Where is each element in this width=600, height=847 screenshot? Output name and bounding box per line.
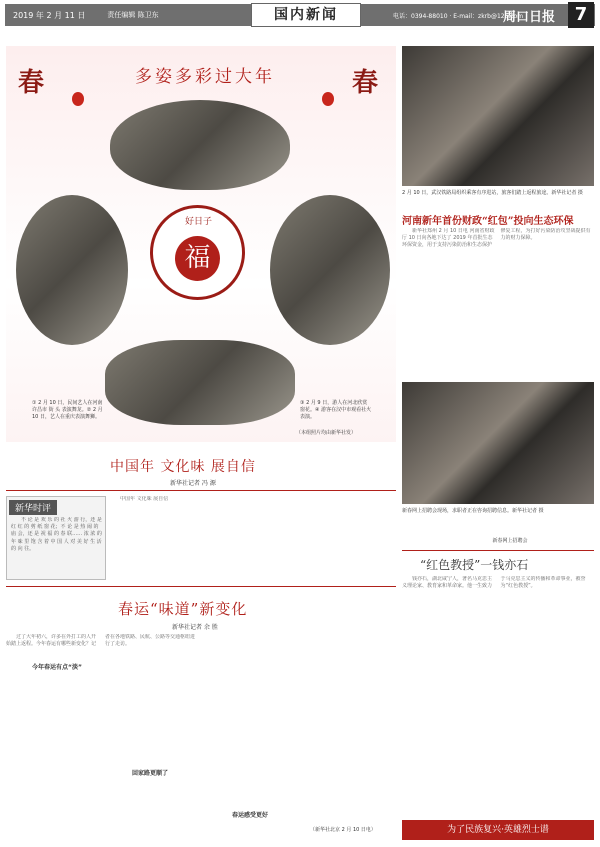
spring-subhead-1: 今年春运有点“淡” — [32, 664, 82, 671]
spring-subhead-2: 回家路更顺了 — [132, 770, 169, 777]
spring-article-body: 过了大年初六，许多在外打工的人开始踏上返程。今年春运有哪些新变化？记者在各地铁路、民航、公路等交通枢纽进行了走访。 — [6, 634, 196, 648]
railway-station-photo — [402, 46, 594, 186]
divider — [6, 490, 396, 491]
culture-headline: 中国年 文化味 展自信 — [110, 459, 256, 475]
fu-character: 福 — [175, 236, 220, 281]
editor-info: 责任编辑 陈卫东 — [107, 11, 159, 19]
festival-title: 多姿多彩过大年 — [135, 67, 275, 87]
lion-dance-photo — [16, 195, 128, 345]
professor-body: 钱亦石，湖北咸宁人，著名马克思主义理论家、教育家和革命家。他一生致力于马克思主义的传播和革命事业，被誉为“红色教授”。 — [402, 576, 586, 590]
professor-headline: “红色教授”一钱亦石 — [420, 558, 529, 572]
chun-character-right: 春 — [352, 68, 379, 98]
page-header — [5, 4, 595, 26]
divider — [402, 550, 594, 551]
spring-subhead-3: 春运感受更好 — [232, 812, 269, 819]
page-number: 7 — [568, 2, 594, 28]
dragon-dance-photo — [110, 100, 290, 190]
lantern-icon — [322, 92, 334, 106]
photo-caption-left: ① 2 月 10 日，民间艺人在河南许昌市 街 头 表演舞龙。② 2 月 10 日，艺人在重庆表演舞狮。 — [32, 400, 103, 420]
hero-series-banner: 为了民族复兴·英雄烈士谱 — [402, 820, 594, 840]
job-fair-photo — [402, 382, 594, 504]
commentary-text: 不 论 是 欢 乐 的 社 火 游 行，还 是 红 红 的 剪 纸 窗 花；不 论 是 热 闹 的 庙 会，还 是 祝 福 的 春 联…… 浓 浓 的 年 味 里 饱 含 着 中 国 人 对 美 好 生 活 的 向 往。 — [11, 517, 102, 552]
photo-credit: （本组照片均由新华社发） — [296, 430, 357, 436]
henan-finance-headline: 河南新年首份财政“红包”投向生态环保 — [402, 216, 574, 227]
chun-character-left: 春 — [18, 68, 45, 98]
station-caption: 2 月 10 日，武汉铁路局组织乘客有序进站，旅客们踏上返程旅途。新华社记者 摄 — [402, 190, 583, 196]
lantern-icon — [72, 92, 84, 106]
spring-source: （新华社北京 2 月 10 日电） — [310, 827, 376, 833]
henan-finance-body: 新华社郑州 2 月 10 日电 河南省财政厅 10 日向各地下达了 2019 年首批生态环保资金，用于支持污染防治和生态保护修复工程，为打好污染防治攻坚战提供有力的财力保障。 — [402, 228, 591, 249]
culture-byline: 新华社记者 冯 源 — [170, 480, 216, 487]
commentary-box — [6, 496, 106, 580]
divider — [6, 586, 396, 587]
paper-cut-label: 好日子 — [184, 217, 212, 227]
culture-article-body: 中国年 文化味 展自信 — [120, 496, 169, 502]
section-title: 国内新闻 — [251, 3, 361, 27]
paper-cut-fu — [150, 205, 245, 300]
spring-byline: 新华社记者 余 胜 — [172, 624, 218, 631]
job-fair-subcaption: 新春网上招聘会 — [492, 538, 528, 544]
shehuo-parade-photo — [105, 340, 295, 425]
commentary-label: 新华时评 — [9, 500, 57, 515]
spring-headline: 春运“味道”新变化 — [118, 600, 248, 618]
paper-name: 周口日报 — [503, 9, 556, 25]
issue-date: 2019 年 2 月 11 日 — [13, 10, 86, 20]
contact-info: 电话：0394-88010 · E-mail：zkrb@126.com — [393, 12, 524, 20]
photo-caption-right: ③ 2 月 9 日，游人在河北欣赏窗花。④ 游客在汉中市观看社火表演。 — [300, 400, 372, 420]
window-flower-photo — [270, 195, 390, 345]
job-fair-caption: 新春网上招聘会现场，求职者正在咨询招聘信息。新华社记者 摄 — [402, 508, 544, 514]
